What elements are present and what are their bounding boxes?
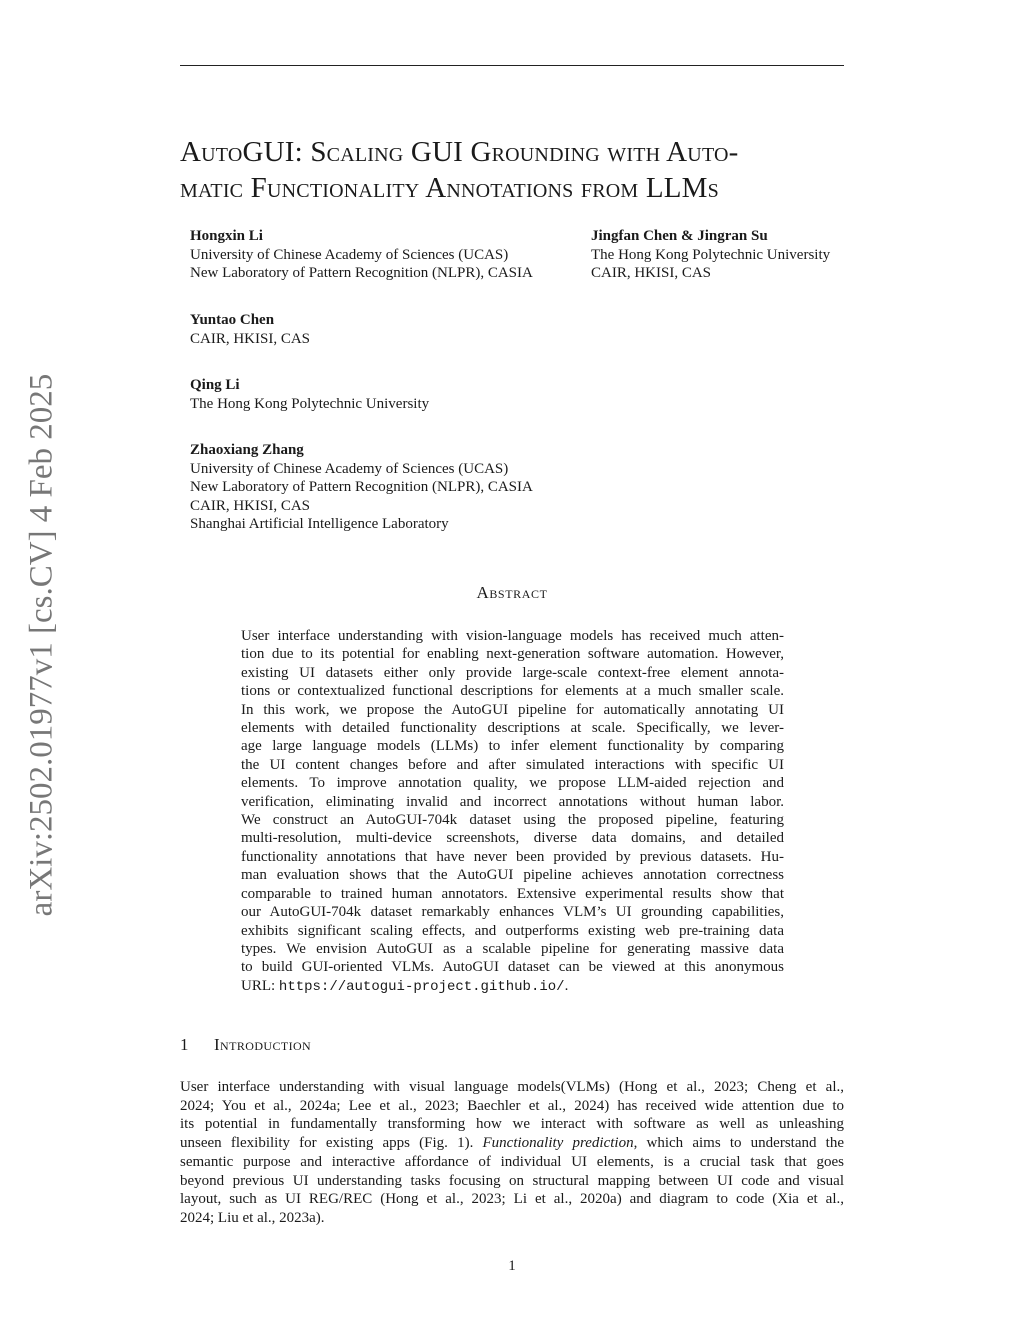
text: , which aims to understand the bbox=[633, 1135, 844, 1152]
text-line: the UI content changes before and after simulated interactions with specific UI bbox=[241, 756, 784, 773]
author-block bbox=[190, 441, 533, 534]
author-affiliation: University of Chinese Academy of Sciences (UCAS) bbox=[190, 460, 509, 477]
author-name: Hongxin Li bbox=[190, 228, 263, 244]
author-block bbox=[190, 227, 533, 283]
arxiv-stamp: arXiv:2502.01977v1 [cs.CV] 4 Feb 2025 bbox=[23, 373, 60, 917]
project-url-link[interactable]: https://autogui-project.github.io/ bbox=[278, 978, 565, 995]
author-affiliation: CAIR, HKISI, CAS bbox=[190, 497, 311, 514]
author-block bbox=[591, 227, 830, 283]
text-line: tion due to its potential for enabling next-generation software automation. However, bbox=[241, 646, 784, 663]
section-heading bbox=[180, 1035, 311, 1055]
text-line: elements with detailed functionality descriptions at scale. Specifically, we lever- bbox=[241, 720, 784, 737]
text-line: 2024; Liu et al., 2023a). bbox=[180, 1209, 325, 1226]
author-affiliation: The Hong Kong Polytechnic University bbox=[190, 395, 430, 412]
text-line: semantic purpose and interactive affordance of individual UI elements, is a crucial task that goes bbox=[180, 1153, 844, 1170]
text: URL: bbox=[241, 977, 279, 994]
author-affiliation: University of Chinese Academy of Sciences (UCAS) bbox=[190, 246, 509, 263]
abstract-body bbox=[241, 627, 784, 996]
text-line: to build GUI-oriented VLMs. AutoGUI dataset can be viewed at this anonymous bbox=[241, 959, 784, 976]
text-line: existing UI datasets either only provide large-scale context-free element annota- bbox=[241, 664, 784, 681]
author-affiliation: The Hong Kong Polytechnic University bbox=[591, 246, 831, 263]
abstract-line bbox=[241, 977, 784, 996]
text-line: types. We envision AutoGUI as a scalable pipeline for generating massive data bbox=[241, 940, 784, 957]
text-line: comparable to trained human annotators. Extensive experimental results show that bbox=[241, 885, 784, 902]
abstract-heading: Abstract bbox=[476, 583, 548, 602]
text-line: beyond previous UI understanding tasks focusing on structural mapping between UI code and visual bbox=[180, 1172, 844, 1189]
author-affiliation: New Laboratory of Pattern Recognition (NLPR), CASIA bbox=[190, 479, 533, 495]
author-name: Qing Li bbox=[190, 377, 240, 393]
title-line: AutoGUI: Scaling GUI Grounding with Auto- bbox=[180, 136, 739, 168]
text-line: man evaluation shows that the AutoGUI pipeline achieves annotation correctness bbox=[241, 867, 784, 884]
page-number: 1 bbox=[508, 1258, 516, 1274]
text-line: layout, such as UI REG/REC (Hong et al., 2023; Li et al., 2020a) and diagram to code (Xia et al., bbox=[180, 1191, 844, 1208]
author-affiliation: CAIR, HKISI, CAS bbox=[591, 265, 712, 281]
text-line: 2024; You et al., 2024a; Lee et al., 2023; Baechler et al., 2024) has received wide attention due to bbox=[180, 1097, 844, 1114]
author-block bbox=[190, 311, 310, 348]
text-line: functionality annotations that have never been provided by previous datasets. Hu- bbox=[241, 848, 784, 865]
author-affiliation: New Laboratory of Pattern Recognition (NLPR), CASIA bbox=[190, 265, 533, 281]
section-number: 1 bbox=[180, 1035, 189, 1054]
intro-paragraph bbox=[180, 1078, 844, 1228]
text-line: multi-resolution, multi-device screenshots, diverse data domains, and detailed bbox=[241, 830, 784, 847]
author-block bbox=[190, 376, 429, 413]
text: unseen flexibility for existing apps (Fig. 1). bbox=[180, 1135, 483, 1152]
paper-title bbox=[180, 134, 860, 206]
intro-line bbox=[180, 1134, 844, 1153]
author-name: Jingfan Chen & Jingran Su bbox=[591, 228, 768, 244]
section-title: Introduction bbox=[214, 1035, 312, 1054]
author-name: Yuntao Chen bbox=[190, 312, 275, 328]
text-line: its potential in fundamentally transforming how we interact with software as well as unleashing bbox=[180, 1116, 844, 1133]
emphasis: Functionality prediction bbox=[482, 1135, 634, 1152]
text-line: age large language models (LLMs) to infer element functionality by comparing bbox=[241, 738, 784, 755]
text-line: User interface understanding with visual language models(VLMs) (Hong et al., 2023; Cheng et al., bbox=[180, 1079, 844, 1095]
title-line: matic Functionality Annotations from LLMs bbox=[180, 172, 719, 204]
text-line: exhibits significant scaling effects, and outperforms existing web pre-training data bbox=[241, 922, 784, 939]
text-line: We construct an AutoGUI-704k dataset using the proposed pipeline, featuring bbox=[241, 812, 784, 829]
author-name: Zhaoxiang Zhang bbox=[190, 442, 304, 458]
text-line: User interface understanding with vision-language models has received much atten- bbox=[241, 628, 784, 644]
text-line: our AutoGUI-704k dataset remarkably enhances VLM’s UI grounding capabilities, bbox=[241, 904, 784, 921]
text-line: verification, eliminating invalid and incorrect annotations without human labor. bbox=[241, 793, 784, 810]
text-line: tions or contextualized functional descriptions for elements at a much smaller scale. bbox=[241, 683, 784, 700]
text-line: elements. To improve annotation quality, we propose LLM-aided rejection and bbox=[241, 775, 784, 792]
text-line: In this work, we propose the AutoGUI pipeline for automatically annotating UI bbox=[241, 701, 784, 718]
text: . bbox=[564, 977, 569, 994]
header-rule bbox=[180, 65, 844, 66]
author-affiliation: Shanghai Artificial Intelligence Laboratory bbox=[190, 516, 449, 532]
author-affiliation: CAIR, HKISI, CAS bbox=[190, 330, 311, 347]
